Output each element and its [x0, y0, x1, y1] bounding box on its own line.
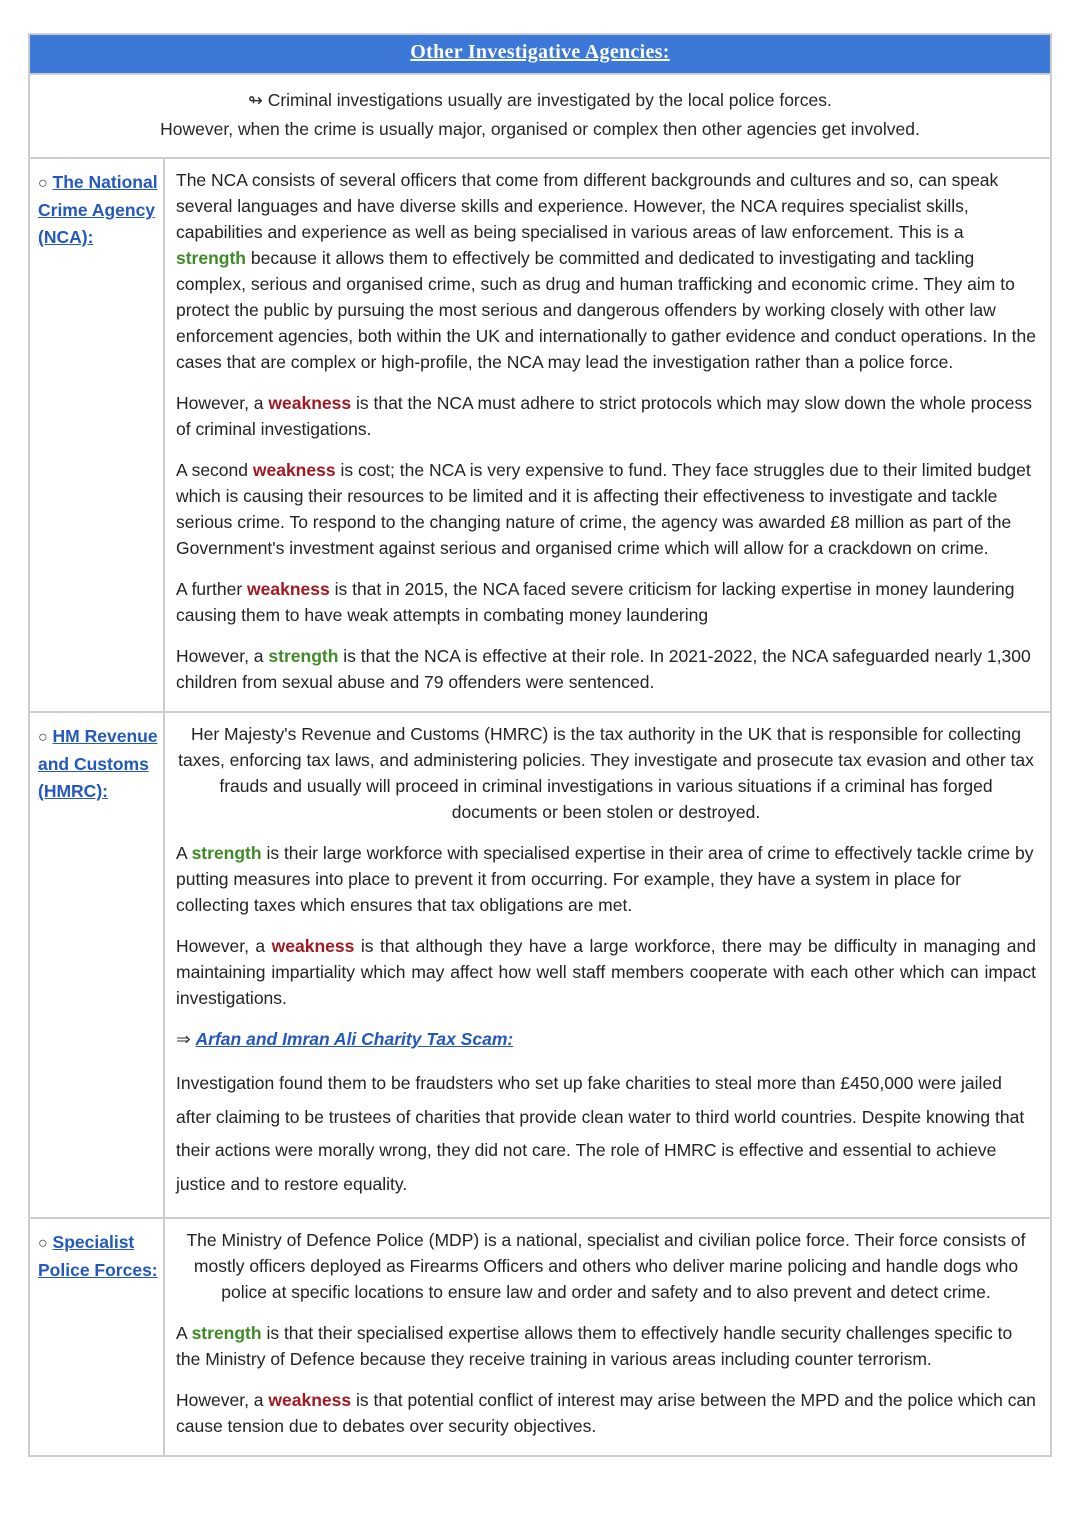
strength-keyword: strength: [268, 646, 339, 666]
hmrc-content-cell: [164, 712, 1051, 1218]
body-text: is that potential conflict of interest may arise between the MPD and the police which can cause tension due to debates over security objectives.: [176, 1390, 1036, 1436]
circle-bullet-icon: ○: [38, 729, 48, 746]
body-text: A: [176, 843, 192, 863]
paragraph: [176, 721, 1036, 825]
hmrc-label-cell: [29, 712, 164, 1218]
body-text: However, a: [176, 393, 269, 413]
intro-text-1: Criminal investigations usually are investigated by the local police forces.: [267, 90, 832, 110]
double-arrow-icon: ⇒: [176, 1029, 196, 1049]
case-study-link[interactable]: Arfan and Imran Ali Charity Tax Scam:: [195, 1029, 514, 1049]
body-text: A further: [176, 579, 248, 599]
intro-line-1: [64, 86, 1016, 115]
table-header-cell: [29, 34, 1051, 74]
agency-row-nca: [29, 158, 1051, 712]
agency-row-specialist-police: [29, 1218, 1051, 1456]
specialist-heading-link[interactable]: Specialist Police Forces:: [38, 1232, 158, 1280]
body-text: is that the NCA must adhere to strict protocols which may slow down the whole process of criminal investigations.: [176, 393, 1032, 439]
nca-heading-link[interactable]: The National Crime Agency (NCA):: [38, 172, 158, 247]
paragraph: [176, 1387, 1036, 1439]
loop-arrow-icon: ↬: [248, 90, 263, 110]
body-text: A second: [176, 460, 253, 480]
paragraph: [176, 1026, 1036, 1052]
paragraph: [176, 1067, 1036, 1201]
strength-keyword: strength: [191, 843, 262, 863]
paragraph: [176, 840, 1036, 918]
intro-line-2: However, when the crime is usually major, organised or complex then other agencies get involved.: [160, 119, 920, 139]
body-text: The NCA consists of several officers that come from different backgrounds and cultures and so, can speak several languages and have diverse skills and experience. However, the NCA requires specialist skills, capabilities and experience as well as being specialised in various areas of law enforcement. This is a: [176, 170, 999, 242]
body-text: is their large workforce with specialised expertise in their area of crime to effectively tackle crime by putting measures into place to prevent it from occurring. For example, they have a system in place for collecting taxes which ensures that tax obligations are met.: [176, 843, 1034, 915]
paragraph: [176, 1227, 1036, 1305]
paragraph: [176, 390, 1036, 442]
paragraph: [176, 1320, 1036, 1372]
body-text: is cost; the NCA is very expensive to fund. They face struggles due to their limited budget which is causing their resources to be limited and it is affecting their effectiveness to investigate and tackle serious crime. To respond to the changing nature of crime, the agency was awarded £8 million as part of the Government's investment against serious and organised crime which will allow for a crackdown on crime.: [176, 460, 1031, 558]
nca-label-cell: [29, 158, 164, 712]
body-text: Her Majesty's Revenue and Customs (HMRC) is the tax authority in the UK that is responsible for collecting taxes, enforcing tax laws, and administering policies. They investigate and prosecute tax evasion and other tax frauds and usually will proceed in criminal investigations in various situations if a criminal has forged documents or been stolen or destroyed.: [178, 724, 1034, 822]
body-text: Investigation found them to be fraudsters who set up fake charities to steal more than £450,000 were jailed after claiming to be trustees of charities that provide clean water to third world countries. Despite knowing that their actions were morally wrong, they did not care. The role of HMRC is effective and essential to achieve justice and to restore equality.: [176, 1073, 1025, 1194]
specialist-label-cell: [29, 1218, 164, 1456]
body-text: is that in 2015, the NCA faced severe criticism for lacking expertise in money laundering causing them to have weak attempts in combating money laundering: [176, 579, 1015, 625]
body-text: However, a: [176, 646, 269, 666]
paragraph: [176, 933, 1036, 1011]
strength-keyword: strength: [176, 248, 246, 268]
hmrc-heading-link[interactable]: HM Revenue and Customs (HMRC):: [38, 726, 158, 801]
body-text: because it allows them to effectively be committed and dedicated to investigating and tackling complex, serious and organised crime, such as drug and human trafficking and economic crime. They aim to protect the public by pursuing the most serious and dangerous offenders by working closely with other law enforcement agencies, both within the UK and internationally to gather evidence and conduct operations. In the cases that are complex or high-profile, the NCA may lead the investigation rather than a police force.: [176, 248, 1037, 372]
body-text: The Ministry of Defence Police (MDP) is a national, specialist and civilian police force. Their force consists of mostly officers deployed as Firearms Officers and others who deliver marine policing and handle dogs who police at specific locations to ensure law and order and safety and to also prevent and detect crime.: [186, 1230, 1026, 1302]
paragraph: [176, 167, 1036, 375]
body-text: is that the NCA is effective at their role. In 2021-2022, the NCA safeguarded nearly 1,300 children from sexual abuse and 79 offenders were sentenced.: [176, 646, 1031, 692]
weakness-keyword: weakness: [268, 1390, 352, 1410]
body-text: is that although they have a large workforce, there may be difficulty in managing and maintaining impartiality which may affect how well staff members cooperate with each other which can impact investigations.: [176, 936, 1036, 1008]
paragraph: [176, 457, 1036, 561]
agencies-table: [28, 33, 1052, 1457]
specialist-content-cell: [164, 1218, 1051, 1456]
intro-row: [29, 74, 1051, 158]
weakness-keyword: weakness: [252, 460, 336, 480]
circle-bullet-icon: ○: [38, 1235, 48, 1252]
circle-bullet-icon: ○: [38, 175, 48, 192]
strength-keyword: strength: [191, 1323, 262, 1343]
body-text: However, a: [176, 1390, 269, 1410]
nca-content-cell: [164, 158, 1051, 712]
table-header-row: [29, 34, 1051, 74]
agency-row-hmrc: [29, 712, 1051, 1218]
paragraph: [176, 576, 1036, 628]
document-page: [28, 33, 1052, 1457]
body-text: A: [176, 1323, 192, 1343]
intro-cell: [29, 74, 1051, 158]
page-title: Other Investigative Agencies:: [410, 41, 670, 63]
weakness-keyword: weakness: [271, 936, 355, 956]
weakness-keyword: weakness: [268, 393, 352, 413]
body-text: is that their specialised expertise allows them to effectively handle security challenges specific to the Ministry of Defence because they receive training in various areas including counter terrorism.: [176, 1323, 1013, 1369]
weakness-keyword: weakness: [247, 579, 330, 599]
body-text: However, a: [176, 936, 272, 956]
paragraph: [176, 643, 1036, 695]
